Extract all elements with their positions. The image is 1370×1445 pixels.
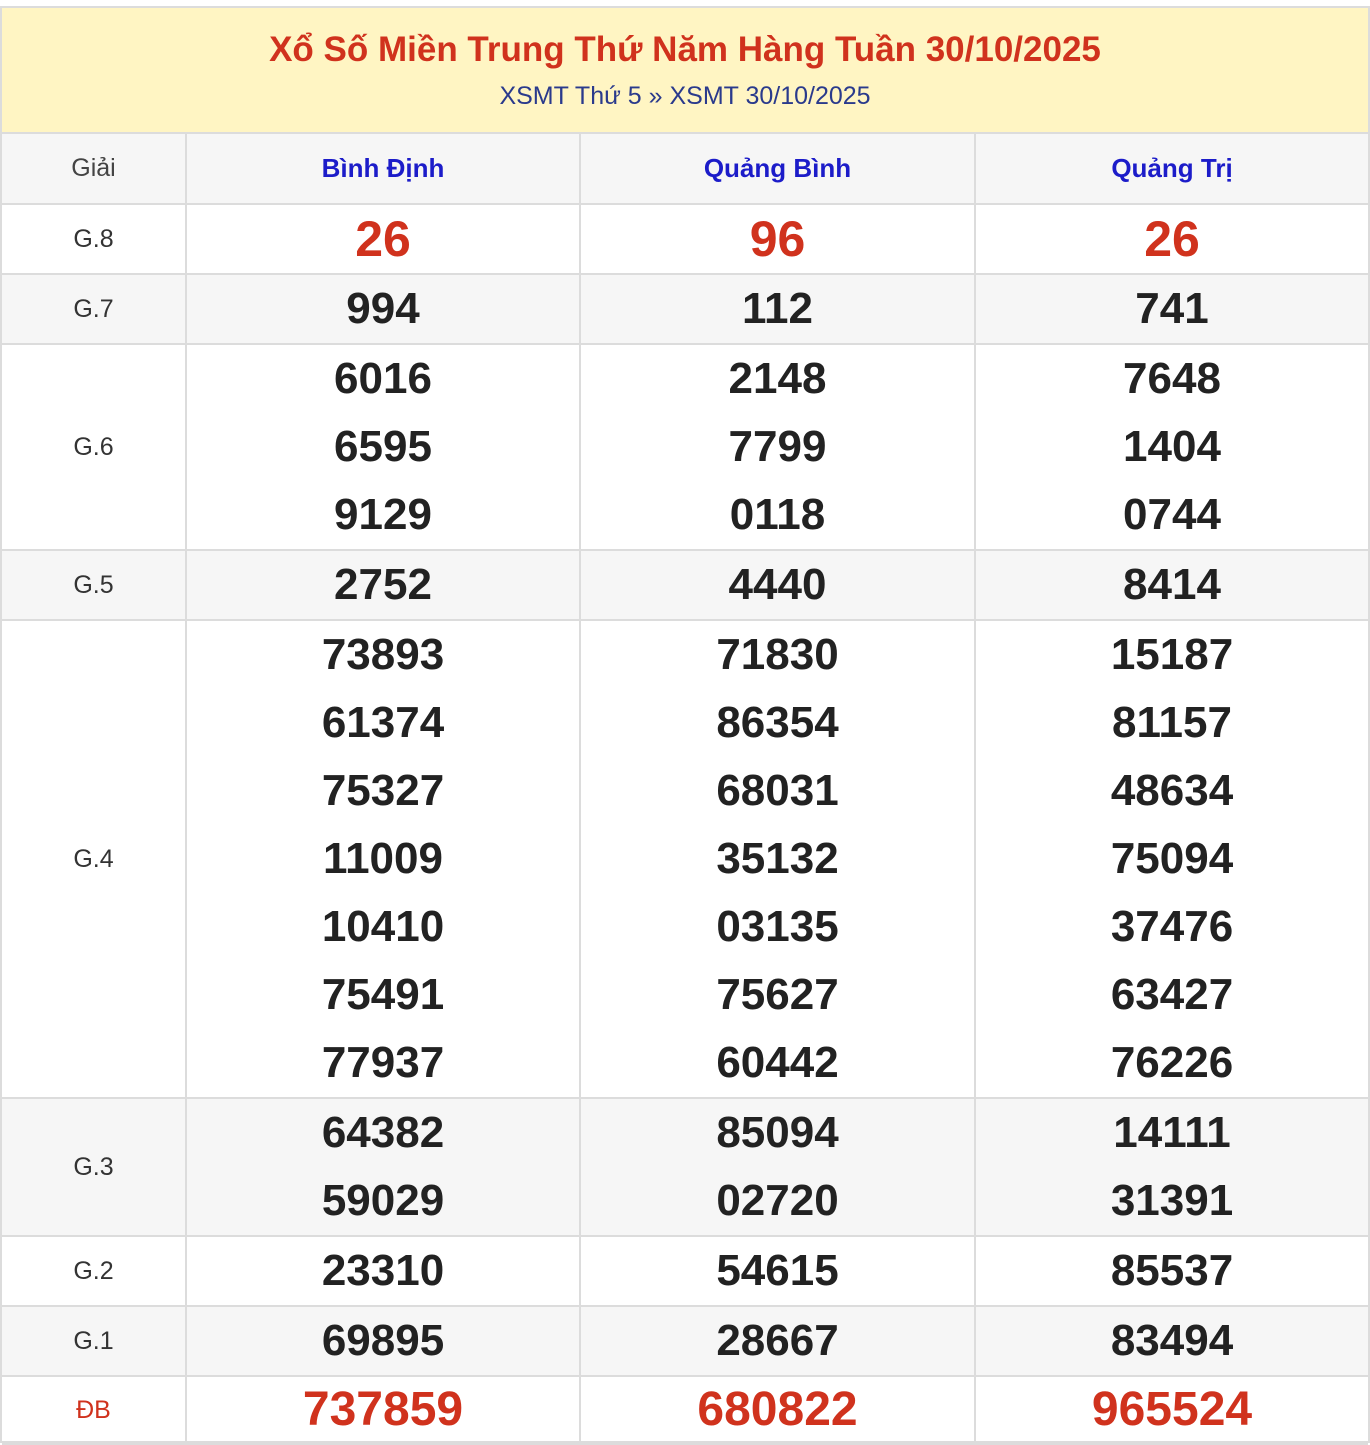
lottery-number: 26 bbox=[1144, 211, 1200, 267]
prize-row-g4 bbox=[2, 620, 1368, 1098]
lottery-number: 11009 bbox=[323, 834, 443, 883]
result-cell-quang-binh bbox=[580, 550, 975, 620]
lottery-number: 03135 bbox=[716, 902, 839, 951]
province-header-quang-tri[interactable]: Quảng Trị bbox=[975, 134, 1368, 204]
result-cell-quang-binh bbox=[580, 1306, 975, 1376]
province-header-quang-binh[interactable]: Quảng Bình bbox=[580, 134, 975, 204]
result-cell-binh-dinh bbox=[186, 1236, 580, 1306]
lottery-number: 741 bbox=[1135, 284, 1209, 333]
lottery-number: 37476 bbox=[1110, 902, 1234, 951]
result-cell-quang-tri bbox=[975, 274, 1368, 344]
page-title: Xổ Số Miền Trung Thứ Năm Hàng Tuần 30/10/2025 bbox=[269, 30, 1101, 69]
lottery-number: 69895 bbox=[321, 1316, 445, 1365]
result-cell-binh-dinh bbox=[186, 344, 580, 550]
lottery-number: 61374 bbox=[321, 698, 445, 747]
result-cell-quang-tri bbox=[975, 1236, 1368, 1306]
lottery-number: 6595 bbox=[334, 422, 432, 471]
lottery-number: 75094 bbox=[1110, 834, 1234, 883]
prize-label: G.5 bbox=[2, 550, 186, 620]
prize-row-g6 bbox=[2, 344, 1368, 550]
prize-label: G.3 bbox=[2, 1098, 186, 1236]
lottery-number: 9129 bbox=[334, 490, 432, 539]
results-table bbox=[2, 134, 1368, 1445]
lottery-number: 75627 bbox=[716, 970, 839, 1019]
prize-row-g2 bbox=[2, 1236, 1368, 1306]
prize-label: G.2 bbox=[2, 1236, 186, 1306]
result-cell-quang-tri bbox=[975, 620, 1368, 1098]
lottery-number: 83494 bbox=[1110, 1316, 1234, 1365]
lottery-number: 68031 bbox=[716, 766, 839, 815]
results-panel bbox=[0, 6, 1370, 1443]
lottery-number: 1404 bbox=[1123, 422, 1221, 471]
result-cell-quang-tri bbox=[975, 550, 1368, 620]
result-cell-quang-binh bbox=[580, 1098, 975, 1236]
lottery-number: 59029 bbox=[321, 1176, 445, 1225]
province-header-binh-dinh[interactable]: Bình Định bbox=[186, 134, 580, 204]
result-cell-binh-dinh bbox=[186, 550, 580, 620]
result-cell-binh-dinh bbox=[186, 274, 580, 344]
lottery-number: 76226 bbox=[1110, 1038, 1234, 1087]
result-cell-quang-tri bbox=[975, 1098, 1368, 1236]
lottery-number: 112 bbox=[742, 284, 813, 333]
lottery-number: 31391 bbox=[1110, 1176, 1234, 1225]
lottery-number: 14111 bbox=[1113, 1108, 1231, 1157]
results-header bbox=[2, 8, 1368, 134]
lottery-number: 35132 bbox=[716, 834, 839, 883]
lottery-number: 4440 bbox=[728, 560, 827, 609]
breadcrumb-separator: » bbox=[648, 82, 663, 110]
result-cell-quang-binh bbox=[580, 1236, 975, 1306]
prize-row-g3 bbox=[2, 1098, 1368, 1236]
lottery-number: 23310 bbox=[321, 1246, 445, 1295]
table-header-row bbox=[2, 134, 1368, 204]
prize-label: ĐB bbox=[2, 1376, 186, 1444]
prize-label: G.6 bbox=[2, 344, 186, 550]
prize-row-db bbox=[2, 1376, 1368, 1444]
result-cell-binh-dinh bbox=[186, 1376, 580, 1444]
result-cell-quang-binh bbox=[580, 620, 975, 1098]
prize-label: G.1 bbox=[2, 1306, 186, 1376]
lottery-number: 26 bbox=[355, 211, 411, 267]
lottery-number: 77937 bbox=[321, 1038, 445, 1087]
prize-row-g1 bbox=[2, 1306, 1368, 1376]
lottery-number: 63427 bbox=[1110, 970, 1234, 1019]
result-cell-quang-binh bbox=[580, 344, 975, 550]
lottery-number: 7799 bbox=[728, 422, 827, 471]
result-cell-binh-dinh bbox=[186, 204, 580, 274]
lottery-number: 7648 bbox=[1123, 354, 1221, 403]
result-cell-binh-dinh bbox=[186, 1098, 580, 1236]
lottery-number: 75327 bbox=[321, 766, 445, 815]
result-cell-quang-binh bbox=[580, 274, 975, 344]
result-cell-quang-binh bbox=[580, 204, 975, 274]
lottery-number: 994 bbox=[346, 284, 420, 333]
result-cell-binh-dinh bbox=[186, 1306, 580, 1376]
prize-row-g8 bbox=[2, 204, 1368, 274]
lottery-number: 73893 bbox=[321, 630, 445, 679]
prize-label: G.7 bbox=[2, 274, 186, 344]
lottery-number: 81157 bbox=[1112, 698, 1232, 747]
prize-column-header: Giải bbox=[2, 134, 186, 204]
breadcrumb-link-weekday[interactable]: XSMT Thứ 5 bbox=[499, 82, 642, 110]
lottery-number: 6016 bbox=[334, 354, 432, 403]
lottery-number: 85094 bbox=[716, 1108, 839, 1157]
prize-row-g5 bbox=[2, 550, 1368, 620]
lottery-number: 680822 bbox=[697, 1383, 858, 1436]
result-cell-quang-tri bbox=[975, 204, 1368, 274]
lottery-number: 02720 bbox=[716, 1176, 839, 1225]
lottery-number: 64382 bbox=[321, 1108, 445, 1157]
lottery-number: 0744 bbox=[1123, 490, 1221, 539]
result-cell-quang-binh bbox=[580, 1376, 975, 1444]
lottery-number: 75491 bbox=[321, 970, 445, 1019]
result-cell-quang-tri bbox=[975, 1376, 1368, 1444]
result-cell-binh-dinh bbox=[186, 620, 580, 1098]
breadcrumb bbox=[2, 82, 1368, 110]
lottery-number: 2148 bbox=[728, 354, 827, 403]
lottery-number: 28667 bbox=[716, 1316, 839, 1365]
lottery-number: 737859 bbox=[302, 1383, 464, 1436]
lottery-number: 15187 bbox=[1110, 630, 1234, 679]
lottery-number: 85537 bbox=[1110, 1246, 1234, 1295]
lottery-number: 96 bbox=[749, 211, 806, 267]
lottery-number: 965524 bbox=[1091, 1383, 1253, 1436]
prize-label: G.8 bbox=[2, 204, 186, 274]
lottery-number: 60442 bbox=[716, 1038, 839, 1087]
lottery-number: 10410 bbox=[321, 902, 445, 951]
result-cell-quang-tri bbox=[975, 1306, 1368, 1376]
breadcrumb-link-date[interactable]: XSMT 30/10/2025 bbox=[669, 82, 871, 110]
lottery-number: 71830 bbox=[716, 630, 839, 679]
lottery-number: 54615 bbox=[716, 1246, 839, 1295]
lottery-number: 48634 bbox=[1110, 766, 1234, 815]
lottery-number: 86354 bbox=[716, 698, 839, 747]
lottery-number: 2752 bbox=[334, 560, 432, 609]
result-cell-quang-tri bbox=[975, 344, 1368, 550]
lottery-number: 8414 bbox=[1123, 560, 1221, 609]
prize-label: G.4 bbox=[2, 620, 186, 1098]
lottery-number: 0118 bbox=[729, 490, 826, 539]
prize-row-g7 bbox=[2, 274, 1368, 344]
